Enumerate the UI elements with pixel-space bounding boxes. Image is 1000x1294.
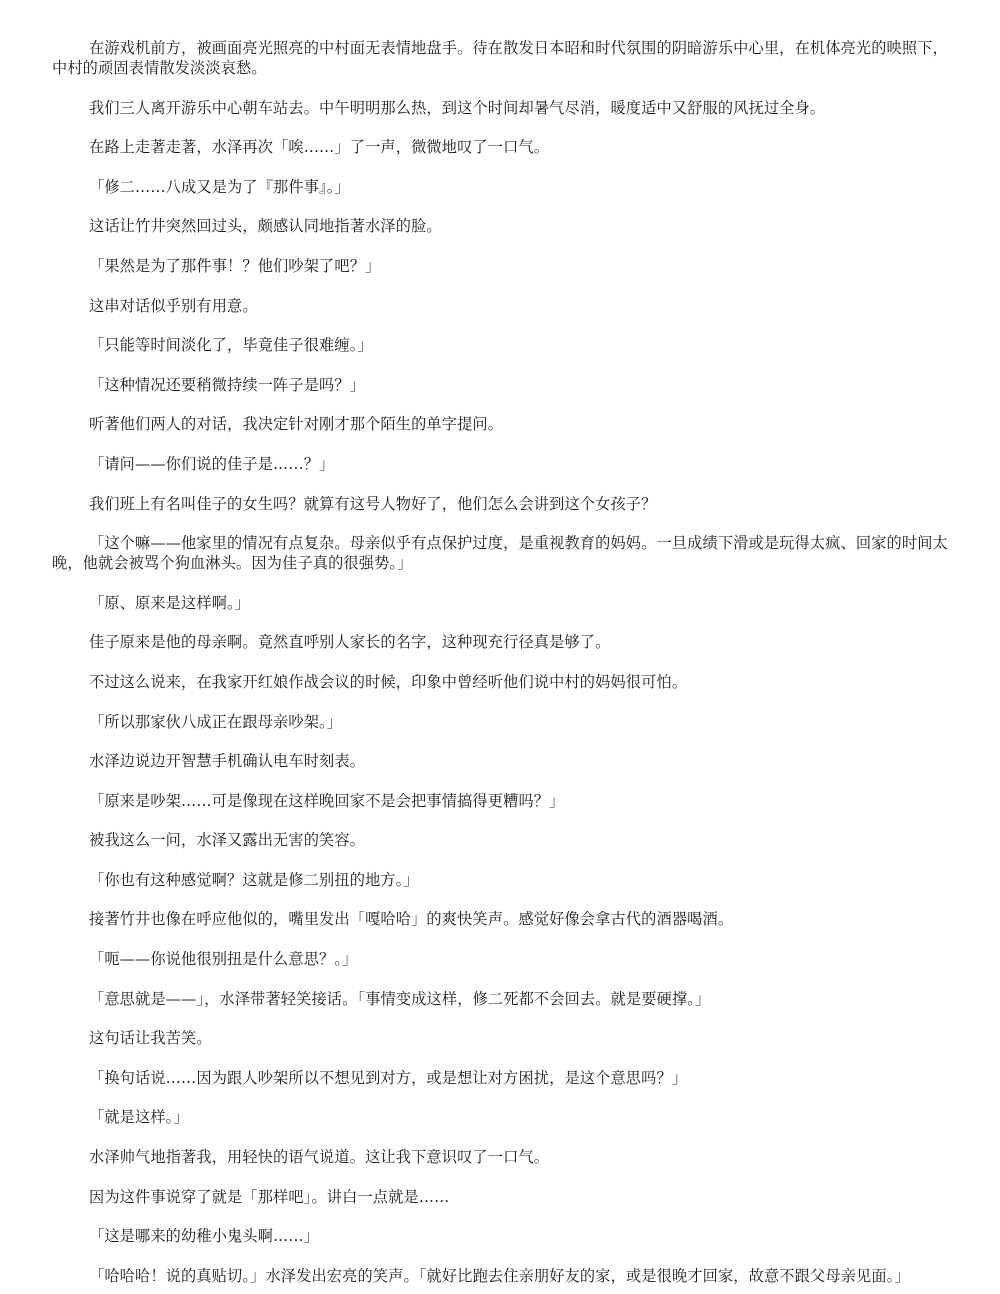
paragraph-10: 听著他们两人的对话，我决定针对刚才那个陌生的单字提问。 xyxy=(89,415,504,434)
paragraph-9: 「这种情况还要稍微持续一阵子是吗？」 xyxy=(89,375,366,394)
paragraph-28: 水泽帅气地指著我，用轻快的语气说道。这让我下意识叹了一口气。 xyxy=(89,1148,550,1167)
paragraph-1: 在游戏机前方，被画面亮光照亮的中村面无表情地盘手。待在散发日本昭和时代氛围的阴暗游乐中心里，在机体亮光的映照下，中村的顽固表情散发淡淡哀愁。 xyxy=(52,39,948,77)
paragraph-16: 不过这么说来，在我家开红娘作战会议的时候，印象中曾经听他们说中村的妈妈很可怕。 xyxy=(89,672,688,691)
paragraph-19: 「原来是吵架……可是像现在这样晚回家不是会把事情搞得更糟吗？」 xyxy=(89,791,565,810)
paragraph-29: 因为这件事说穿了就是「那样吧」。讲白一点就是…… xyxy=(89,1187,450,1206)
paragraph-27: 「就是这样。」 xyxy=(89,1108,189,1127)
paragraph-12: 我们班上有名叫佳子的女生吗？就算有这号人物好了，他们怎么会讲到这个女孩子？ xyxy=(89,494,657,513)
paragraph-7: 这串对话似乎别有用意。 xyxy=(89,296,258,315)
paragraph-2: 我们三人离开游乐中心朝车站去。中午明明那么热，到这个时间却暑气尽消，暖度适中又舒服的风抚过全身。 xyxy=(89,98,826,117)
paragraph-11: 「请问——你们说的佳子是……？」 xyxy=(89,454,335,473)
paragraph-6: 「果然是为了那件事！？他们吵架了吧？」 xyxy=(89,256,381,275)
paragraph-31: 「哈哈哈！说的真贴切。」水泽发出宏亮的笑声。「就好比跑去住亲朋好友的家，或是很晚才回家，故意不跟父母亲见面。」 xyxy=(89,1266,910,1285)
paragraph-15: 佳子原来是他的母亲啊。竟然直呼别人家长的名字，这种现充行径真是够了。 xyxy=(89,633,611,652)
paragraph-18: 水泽边说边开智慧手机确认电车时刻表。 xyxy=(89,752,366,771)
paragraph-30: 「这是哪来的幼稚小鬼头啊……」 xyxy=(89,1227,320,1246)
paragraph-22: 接著竹井也像在呼应他似的，嘴里发出「嘎哈哈」的爽快笑声。感觉好像会拿古代的酒器喝酒。 xyxy=(89,910,734,929)
paragraph-13: 「这个嘛——他家里的情况有点复杂。母亲似乎有点保护过度，是重视教育的妈妈。一旦成绩下滑或是玩得太疯、回家的时间太晚，他就会被骂个狗血淋头。因为佳子真的很强势。」 xyxy=(52,534,948,573)
paragraph-21: 「你也有这种感觉啊？这就是修二别扭的地方。」 xyxy=(89,870,419,889)
paragraph-24: 「意思就是——」，水泽带著轻笑接话。「事情变成这样，修二死都不会回去。就是要硬撑。」 xyxy=(89,989,711,1008)
paragraph-26: 「换句话说……因为跟人吵架所以不想见到对方，或是想让对方困扰，是这个意思吗？」 xyxy=(89,1068,688,1087)
paragraph-20: 被我这么一问，水泽又露出无害的笑容。 xyxy=(89,831,366,850)
paragraph-8: 「只能等时间淡化了，毕竟佳子很难缠。」 xyxy=(89,336,373,355)
paragraph-17: 「所以那家伙八成正在跟母亲吵架。」 xyxy=(89,712,343,731)
paragraph-23: 「呃——你说他很别扭是什么意思？。」 xyxy=(89,950,358,969)
paragraph-5: 这话让竹井突然回过头，颇感认同地指著水泽的脸。 xyxy=(89,217,442,236)
paragraph-3: 在路上走著走著，水泽再次「唉……」了一声，微微地叹了一口气。 xyxy=(89,138,550,157)
paragraph-25: 这句话让我苦笑。 xyxy=(89,1029,212,1048)
paragraph-4: 「修二……八成又是为了『那件事』。」 xyxy=(89,177,350,196)
paragraph-14: 「原、原来是这样啊。」 xyxy=(89,593,251,612)
